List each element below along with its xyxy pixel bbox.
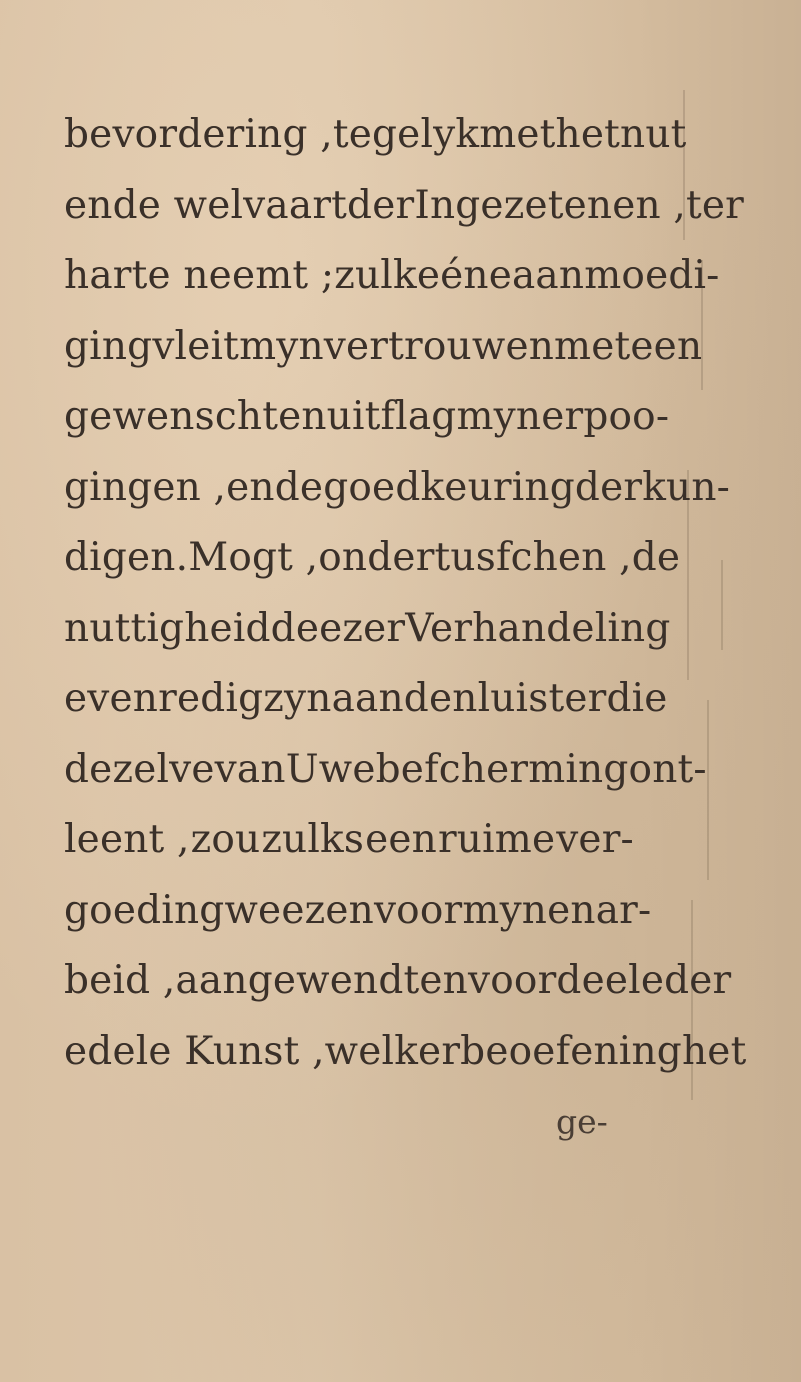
word: weezen — [224, 887, 374, 933]
text-line — [64, 312, 703, 383]
word: kun- — [642, 464, 731, 510]
word: myn — [239, 323, 324, 369]
word: Uwe — [285, 746, 376, 792]
word: Verhandeling — [405, 605, 671, 651]
text-line — [64, 171, 745, 242]
word: vleit — [152, 323, 240, 369]
word: den — [403, 676, 478, 721]
text-line — [64, 876, 652, 947]
text-line — [64, 594, 671, 665]
word: van — [214, 746, 286, 792]
word: myner — [456, 394, 584, 439]
word: luister — [477, 676, 607, 721]
word: ar- — [595, 887, 652, 933]
text-line — [64, 1017, 747, 1088]
word: een — [630, 323, 703, 369]
text-line — [64, 946, 732, 1017]
word: deezer — [270, 605, 406, 651]
word: te — [332, 112, 372, 157]
word: welker — [324, 1028, 461, 1074]
word: Mogt , — [188, 535, 319, 580]
word: en — [226, 464, 275, 510]
word: zou — [190, 817, 261, 862]
word: ten — [403, 958, 468, 1003]
word: beid , — [64, 958, 176, 1003]
word: digen. — [64, 535, 189, 580]
word: zulk — [334, 253, 417, 298]
word: edele Kunst , — [64, 1028, 325, 1074]
word: nut — [620, 112, 687, 157]
word: der — [664, 958, 732, 1003]
word: ver- — [556, 817, 634, 862]
word: eéne — [416, 253, 512, 298]
word: befcherming — [375, 746, 629, 792]
word: beoefening — [460, 1028, 682, 1074]
word: aan — [331, 676, 404, 721]
word: aangewend — [175, 958, 404, 1003]
word: en — [64, 182, 113, 228]
text-line — [64, 241, 720, 312]
word: poo- — [583, 394, 670, 439]
word: ging — [64, 323, 153, 369]
text-line — [64, 453, 731, 524]
text-line — [64, 735, 707, 806]
word: Ingezetenen , — [414, 182, 687, 228]
word: zyn — [263, 676, 332, 721]
word: die — [606, 676, 668, 721]
word: ter — [686, 182, 745, 228]
word: het — [681, 1028, 747, 1074]
word: leent , — [64, 817, 190, 862]
word: gewenschten — [64, 394, 327, 439]
word: dezelve — [64, 746, 215, 792]
text-line — [64, 382, 670, 453]
word: ont- — [628, 746, 707, 792]
word: zulks — [261, 817, 365, 862]
word: een — [365, 817, 437, 862]
body-text — [64, 100, 747, 1087]
word: aanmoedi- — [511, 253, 720, 298]
word: goedkeuring — [323, 464, 575, 510]
word: uitflag — [326, 394, 457, 439]
word: gelyk — [372, 112, 480, 157]
word: voordeele — [467, 958, 665, 1003]
word: met — [479, 112, 556, 157]
word: ruime — [437, 817, 556, 862]
word: der — [347, 182, 415, 228]
word: nuttigheid — [64, 605, 271, 651]
word: gingen , — [64, 464, 227, 510]
text-line — [64, 523, 681, 594]
word: voor — [373, 887, 463, 933]
word: der — [574, 464, 643, 510]
text-line — [64, 805, 634, 876]
word: ondertusfchen , — [318, 535, 632, 580]
word: evenredig — [64, 676, 264, 721]
word: harte neemt ; — [64, 253, 335, 298]
text-line — [64, 100, 687, 171]
word: mynen — [462, 887, 596, 933]
word: vertrouwen — [323, 323, 555, 369]
word: het — [555, 112, 621, 157]
word: de — [631, 535, 681, 580]
word: bevordering , — [64, 112, 333, 157]
word: de welvaart — [112, 182, 348, 228]
word: met — [554, 323, 631, 369]
word: de — [274, 464, 324, 510]
word: goeding — [64, 887, 225, 933]
catchword: ge- — [556, 1102, 608, 1141]
text-line — [64, 664, 668, 735]
